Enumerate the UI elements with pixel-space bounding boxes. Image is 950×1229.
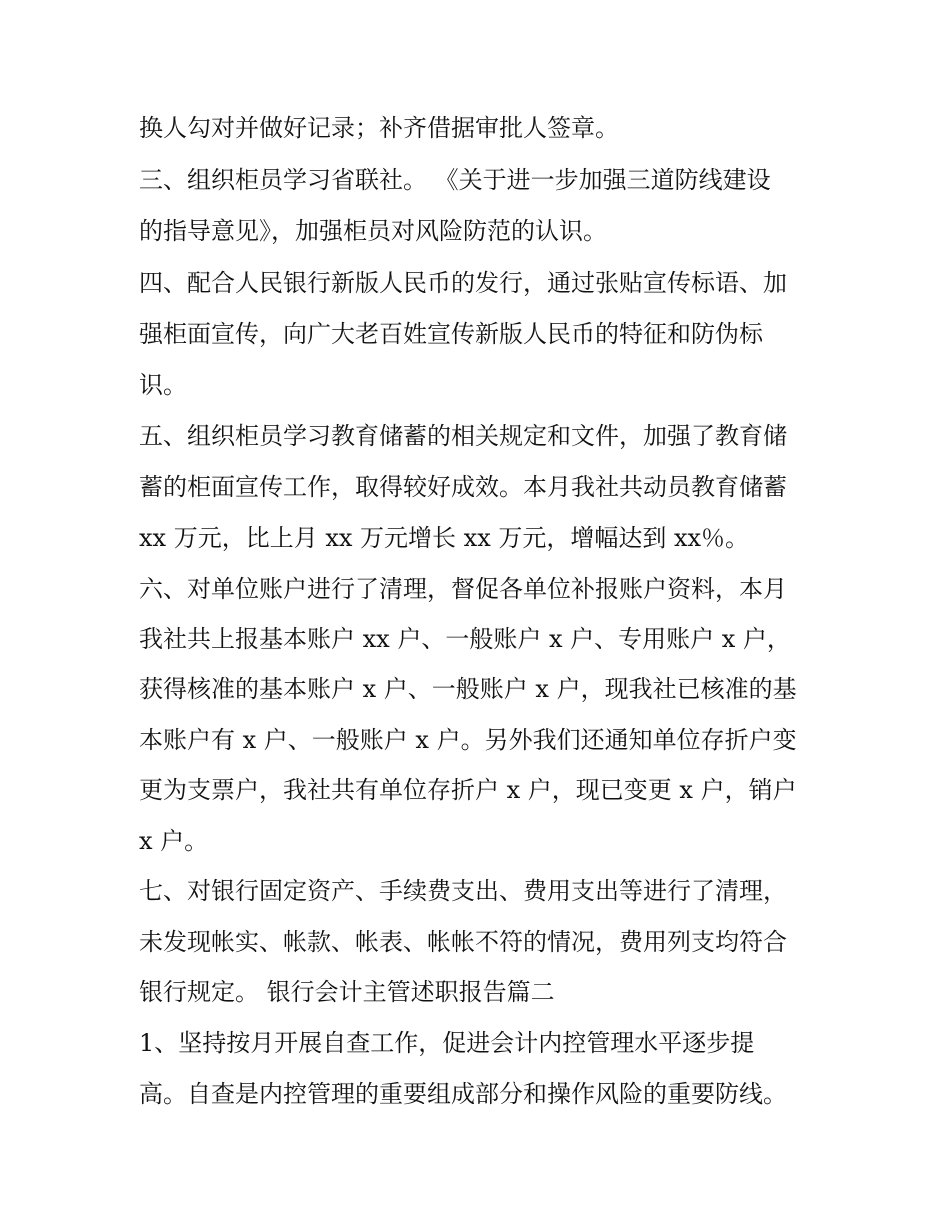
text-line: 高。自查是内控管理的重要组成部分和操作风险的重要防线。 (139, 1080, 787, 1108)
text-line: 三、组织柜员学习省联社。 《关于进一步加强三道防线建设 (139, 166, 771, 194)
text-line: 强柜面宣传，向广大老百姓宣传新版人民币的特征和防伪标 (139, 320, 763, 348)
text-line: 六、对单位账户进行了清理，督促各单位补报账户资料，本月 (139, 575, 787, 603)
text-line: 识。 (139, 371, 187, 399)
text-line: 银行规定。 银行会计主管述职报告篇二 (139, 978, 555, 1006)
text-line: 本账户有 x 户、一般账户 x 户。另外我们还通知单位存折户变 (139, 726, 797, 754)
text-line: 七、对银行固定资产、手续费支出、费用支出等进行了清理， (139, 877, 787, 905)
text-line: 蓄的柜面宣传工作，取得较好成效。本月我社共动员教育储蓄 (139, 473, 787, 501)
text-line: 换人勾对并做好记录；补齐借据审批人签章。 (139, 114, 619, 142)
text-line: 五、组织柜员学习教育储蓄的相关规定和文件，加强了教育储 (139, 422, 787, 450)
text-line: 的指导意见》，加强柜员对风险防范的认识。 (139, 217, 607, 245)
text-line: 我社共上报基本账户 xx 户、一般账户 x 户、专用账户 x 户， (139, 625, 791, 653)
text-line: 1、坚持按月开展自查工作，促进会计内控管理水平逐步提 (139, 1029, 755, 1057)
text-line: 未发现帐实、帐款、帐表、帐帐不符的情况，费用列支均符合 (139, 928, 787, 956)
text-line: 四、配合人民银行新版人民币的发行，通过张贴宣传标语、加 (139, 269, 787, 297)
text-line: 更为支票户，我社共有单位存折户 x 户，现已变更 x 户，销户 (139, 776, 797, 804)
text-line: 获得核准的基本账户 x 户、一般账户 x 户，现我社已核准的基 (139, 675, 797, 703)
text-line: x 户。 (139, 827, 209, 855)
text-line: xx 万元，比上月 xx 万元增长 xx 万元，增幅达到 xx％。 (139, 524, 750, 552)
